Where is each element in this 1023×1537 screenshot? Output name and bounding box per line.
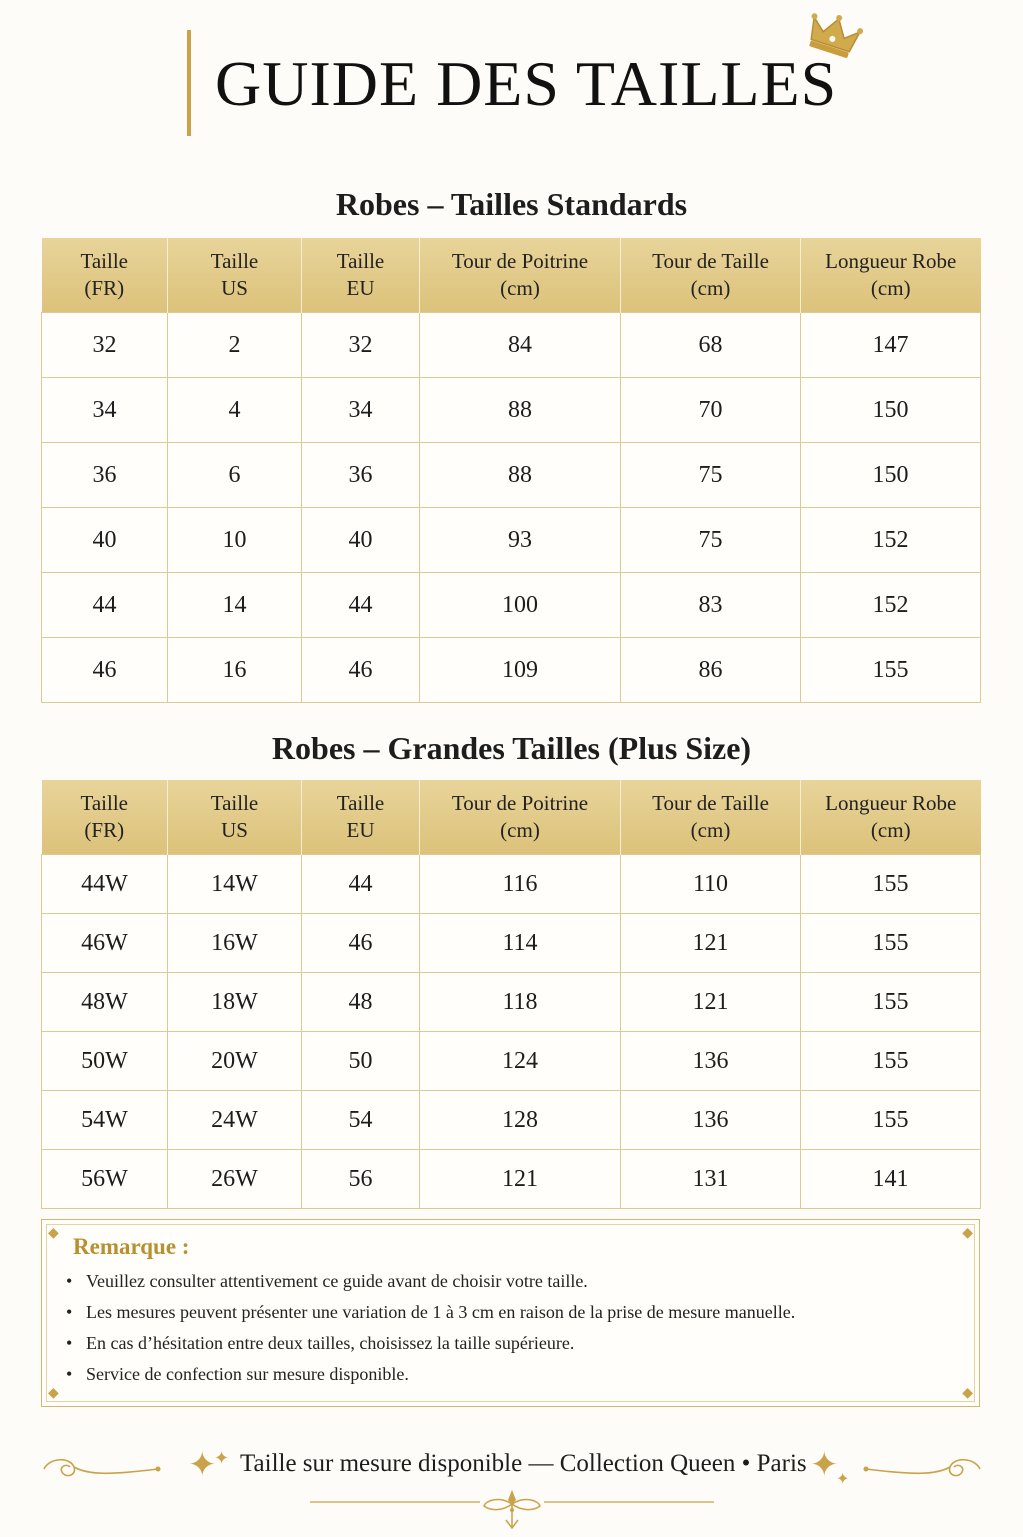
list-item: • Les mesures peuvent présenter une variation de 1 à 3 cm en raison de la prise de mesure manuelle.: [66, 1302, 796, 1322]
table-cell: 147: [801, 313, 981, 378]
remark-box: [41, 1219, 980, 1407]
fleuron-ornament-icon: [310, 1490, 714, 1534]
plus-section-title: Robes – Grandes Tailles (Plus Size): [271, 730, 752, 766]
table-cell: 110: [621, 855, 801, 914]
table-cell: 36: [42, 443, 168, 508]
table-cell: 75: [621, 443, 801, 508]
table-cell: 24W: [168, 1091, 302, 1150]
table-cell: 155: [801, 638, 981, 703]
table-cell: 155: [801, 914, 981, 973]
table-cell: 131: [621, 1150, 801, 1209]
header-cell: Tour de Taille (cm): [621, 780, 801, 855]
table-cell: 36: [302, 443, 420, 508]
header-cell: Tour de Taille (cm): [621, 238, 801, 313]
table-cell: 44: [42, 573, 168, 638]
table-row: [42, 1150, 981, 1209]
table-cell: 56W: [42, 1150, 168, 1209]
table-cell: 44W: [42, 855, 168, 914]
table-cell: 2: [168, 313, 302, 378]
header-cell: Taille (FR): [42, 238, 168, 313]
table-cell: 155: [801, 1032, 981, 1091]
footer: [0, 1445, 1023, 1489]
table-row: [42, 638, 981, 703]
sparkle-icon: ✦: [214, 1448, 230, 1469]
table-cell: 68: [621, 313, 801, 378]
table-cell: 18W: [168, 973, 302, 1032]
table-cell: 6: [168, 443, 302, 508]
footer-text: Taille sur mesure disponible — Collection Queen • Paris: [240, 1450, 807, 1477]
table-cell: 86: [621, 638, 801, 703]
header-cell: Tour de Poitrine (cm): [420, 238, 621, 313]
list-item: • Veuillez consulter attentivement ce guide avant de choisir votre taille.: [66, 1271, 588, 1291]
header-cell: Tour de Poitrine (cm): [420, 780, 621, 855]
table-cell: 46: [42, 638, 168, 703]
table-row: [42, 378, 981, 443]
table-row: [42, 973, 981, 1032]
table-cell: 124: [420, 1032, 621, 1091]
swirl-ornament-icon: [40, 1453, 162, 1483]
swirl-ornament-icon: [862, 1453, 984, 1483]
header-cell: Taille (FR): [42, 780, 168, 855]
table-cell: 46W: [42, 914, 168, 973]
crown-icon: [803, 12, 863, 62]
table-row: [42, 313, 981, 378]
table-cell: 48: [302, 973, 420, 1032]
table-cell: 109: [420, 638, 621, 703]
table-cell: 141: [801, 1150, 981, 1209]
table-cell: 14: [168, 573, 302, 638]
table-cell: 155: [801, 855, 981, 914]
table-cell: 121: [621, 914, 801, 973]
table-cell: 93: [420, 508, 621, 573]
table-cell: 114: [420, 914, 621, 973]
table-cell: 44: [302, 855, 420, 914]
header-cell: Taille EU: [302, 780, 420, 855]
table-cell: 83: [621, 573, 801, 638]
table-row: [42, 443, 981, 508]
plus-size-table: [41, 780, 981, 1209]
table-cell: 34: [302, 378, 420, 443]
gold-divider-bar: [187, 30, 191, 136]
table-cell: 50W: [42, 1032, 168, 1091]
table-cell: 118: [420, 973, 621, 1032]
table-cell: 56: [302, 1150, 420, 1209]
header-cell: Taille EU: [302, 238, 420, 313]
table-cell: 70: [621, 378, 801, 443]
table-cell: 48W: [42, 973, 168, 1032]
header-cell: Taille US: [168, 238, 302, 313]
sparkle-icon: ✦: [836, 1469, 850, 1488]
page-title: GUIDE DES TAILLES: [215, 48, 838, 119]
table-cell: 88: [420, 443, 621, 508]
table-cell: 75: [621, 508, 801, 573]
table-cell: 152: [801, 508, 981, 573]
table-cell: 100: [420, 573, 621, 638]
standard-section-title: Robes – Tailles Standards: [335, 186, 688, 222]
table-cell: 46: [302, 914, 420, 973]
table-row: [42, 855, 981, 914]
header-cell: Longueur Robe (cm): [801, 238, 981, 313]
table-cell: 136: [621, 1032, 801, 1091]
table-cell: 40: [302, 508, 420, 573]
table-cell: 84: [420, 313, 621, 378]
table-row: [42, 573, 981, 638]
remark-title: Remarque :: [73, 1234, 190, 1259]
sparkle-icon: ✦: [810, 1445, 839, 1485]
page-header: [0, 0, 1023, 150]
table-row: [42, 1032, 981, 1091]
table-cell: 128: [420, 1091, 621, 1150]
table-cell: 32: [302, 313, 420, 378]
table-cell: 150: [801, 378, 981, 443]
table-header-row: [42, 780, 981, 855]
table-cell: 40: [42, 508, 168, 573]
table-row: [42, 508, 981, 573]
header-cell: Longueur Robe (cm): [801, 780, 981, 855]
corner-ornament-icon: ◆: [962, 1225, 973, 1241]
table-cell: 46: [302, 638, 420, 703]
sparkle-icon: ✦: [188, 1445, 217, 1485]
corner-ornament-icon: ◆: [48, 1385, 59, 1401]
table-row: [42, 1091, 981, 1150]
table-row: [42, 914, 981, 973]
table-cell: 116: [420, 855, 621, 914]
table-cell: 150: [801, 443, 981, 508]
table-cell: 155: [801, 1091, 981, 1150]
table-cell: 136: [621, 1091, 801, 1150]
table-cell: 26W: [168, 1150, 302, 1209]
list-item: • Service de confection sur mesure disponible.: [66, 1364, 409, 1384]
table-header-row: [42, 238, 981, 313]
header-cell: Taille US: [168, 780, 302, 855]
table-cell: 16W: [168, 914, 302, 973]
table-cell: 155: [801, 973, 981, 1032]
corner-ornament-icon: ◆: [962, 1385, 973, 1401]
table-cell: 32: [42, 313, 168, 378]
table-cell: 20W: [168, 1032, 302, 1091]
table-cell: 121: [621, 973, 801, 1032]
table-cell: 4: [168, 378, 302, 443]
table-cell: 121: [420, 1150, 621, 1209]
corner-ornament-icon: ◆: [48, 1225, 59, 1241]
table-cell: 34: [42, 378, 168, 443]
table-cell: 44: [302, 573, 420, 638]
table-cell: 10: [168, 508, 302, 573]
table-cell: 54W: [42, 1091, 168, 1150]
table-cell: 50: [302, 1032, 420, 1091]
table-cell: 16: [168, 638, 302, 703]
remark-list: [66, 1266, 795, 1390]
standard-size-table: [41, 238, 981, 703]
table-cell: 14W: [168, 855, 302, 914]
table-cell: 54: [302, 1091, 420, 1150]
table-cell: 152: [801, 573, 981, 638]
list-item: • En cas d’hésitation entre deux tailles, choisissez la taille supérieure.: [66, 1333, 575, 1353]
table-cell: 88: [420, 378, 621, 443]
